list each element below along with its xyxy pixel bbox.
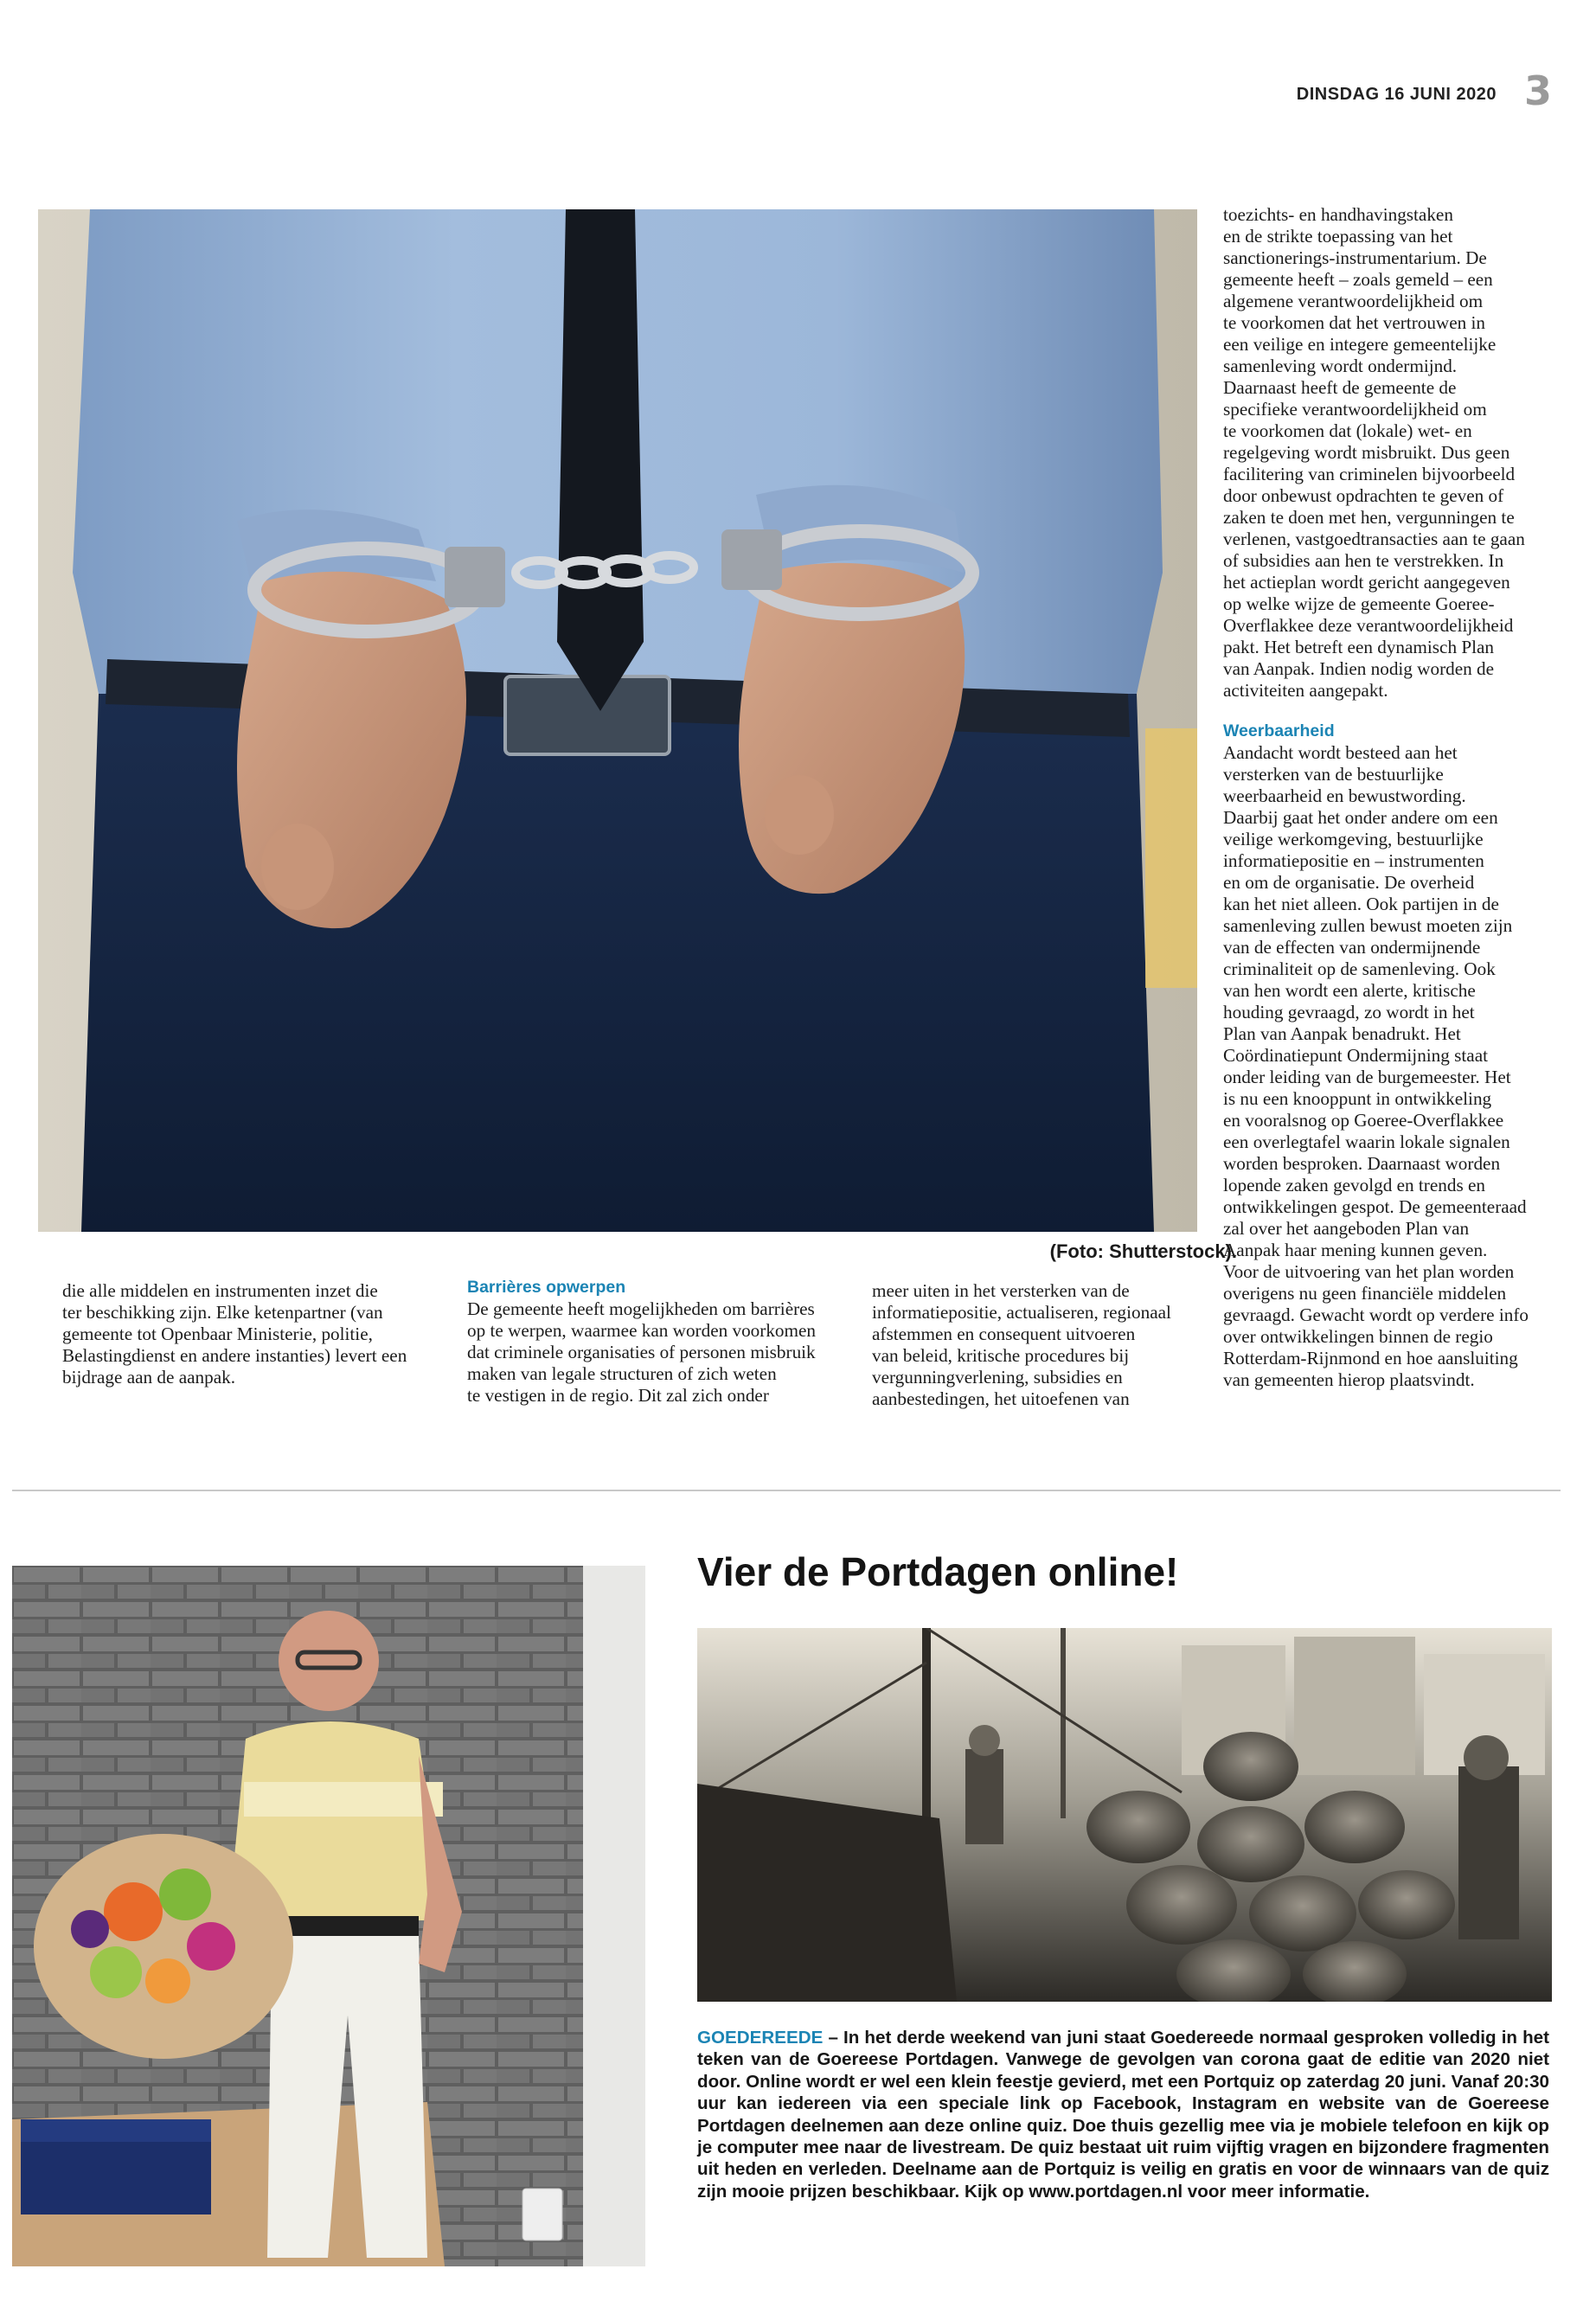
handcuffs-photo [38, 209, 1197, 1232]
column-4-text-b: Aandacht wordt besteed aan het versterken van de bestuurlijke weerbaarheid en bewustwording. Daarbij gaat het onder andere om een veilige werkomgeving, bestuurlijke informatiepositie en – instrumenten en om de organisatie. De overheid kan het niet alleen. Ook partijen in de samenleving zullen bewust moeten zijn van de effecten van ondermijnende criminaliteit op de samenleving. Ook van hen wordt een alerte, kritische houding gevraagd, zo wordt in het Plan van Aanpak benadrukt. Het Coördinatiepunt Ondermijning staat onder leiding van de burgemeester. Het is nu een knooppunt in ontwikkeling en vooralsnog op Goeree-Overflakkee een overlegtafel waarin lokale signalen worden besproken. Daarnaast worden lopende zaken gevolgd en trends en ontwikkelingen gespot. De gemeenteraad zal over het aangeboden Plan van Aanpak haar mening kunnen geven. Voor de uitvoering van het plan worden overigens nu geen financiële middelen gevraagd. Gewacht wordt op verdere info over ontwikkelingen binnen de regio Rotterdam-Rijnmond en hoe aansluiting van gemeenten hierop plaatsvindt. [1223, 742, 1529, 1390]
article-column-2 [467, 1277, 848, 1407]
lead-text: – In het derde weekend van juni staat Goedereede normaal gesproken volledig in het teken van de Goereese Portdagen. Vanwege de gevolgen van corona gaat de editie van 2020 niet door. Online wordt er wel een klein feestje gevierd, met een Portquiz op zaterdag 20 juni. Vanaf 20:30 uur kan iedereen via een speciale link op Facebook, Instagram en website van de Goereese Portdagen deelnemen aan deze online quiz. Doe thuis gezellig mee via je mobiele telefoon en kijk op je computer mee naar de livestream. De quiz bestaat uit ruim vijftig vragen en bijzondere fragmenten uit heden en verleden. Deelname aan de Portquiz is veilig en gratis en voor de winnaars van de quiz zijn mooie prijzen beschikbaar. Kijk op www.portdagen.nl voor meer informatie. [697, 2028, 1549, 2202]
page-number: 3 [1523, 67, 1552, 114]
man-with-bouquet-photo [12, 1566, 645, 2266]
harbour-barrels-photo [697, 1628, 1552, 2002]
article-column-3: meer uiten in het versterken van de informatiepositie, actualiseren, regionaal afstemmen en consequent uitvoeren van beleid, kritische procedures bij vergunningverlening, subsidies en aanbestedingen, het uitoefenen van [872, 1280, 1171, 1409]
photo-caption: (Foto: Shutterstock). [1049, 1240, 1237, 1262]
subhead-barrieres: Barrières opwerpen [467, 1278, 626, 1297]
subhead-weerbaarheid: Weerbaarheid [1223, 721, 1335, 740]
dateline: GOEDEREEDE [697, 2028, 824, 2048]
article-column-1: die alle middelen en instrumenten inzet die ter beschikking zijn. Elke ketenpartner (van gemeente tot Openbaar Ministerie, politie, Belastingdienst en andere instanties) levert een bijdrage aan de aanpak. [62, 1280, 407, 1388]
portdagen-lead-paragraph [697, 2027, 1549, 2202]
column-2-text: De gemeente heeft mogelijkheden om barrières op te werpen, waarmee kan worden voorkomen dat criminele organisaties of personen misbruik maken van legale structuren of zich weten te vestigen in de regio. Dit zal zich onder [467, 1298, 816, 1406]
section-divider [12, 1490, 1561, 1491]
article-column-4 [1223, 204, 1569, 1391]
issue-date: DINSDAG 16 JUNI 2020 [1296, 85, 1497, 104]
portdagen-headline: Vier de Portdagen online! [697, 1549, 1179, 1594]
column-4-text-a: toezichts- en handhavingstaken en de strikte toepassing van het sanctionerings-instrumentarium. De gemeente heeft – zoals gemeld – een algemene verantwoordelijkheid om te voorkomen dat het vertrouwen in een veilige en integere gemeentelijke samenleving wordt ondermijnd. Daarnaast heeft de gemeente de specifieke verantwoordelijkheid om te voorkomen dat (lokale) wet- en regelgeving wordt misbruikt. Dus geen facilitering van criminelen bijvoorbeeld door onbewust opdrachten te geven of zaken te doen met hen, vergunningen te verlenen, vastgoedtransacties aan te gaan of subsidies aan hen te verstrekken. In het actieplan wordt gericht aangegeven op welke wijze de gemeente Goeree- Overflakkee deze verantwoordelijkheid pakt. Het betreft een dynamisch Plan van Aanpak. Indien nodig worden de activiteiten aangepakt. [1223, 204, 1525, 701]
